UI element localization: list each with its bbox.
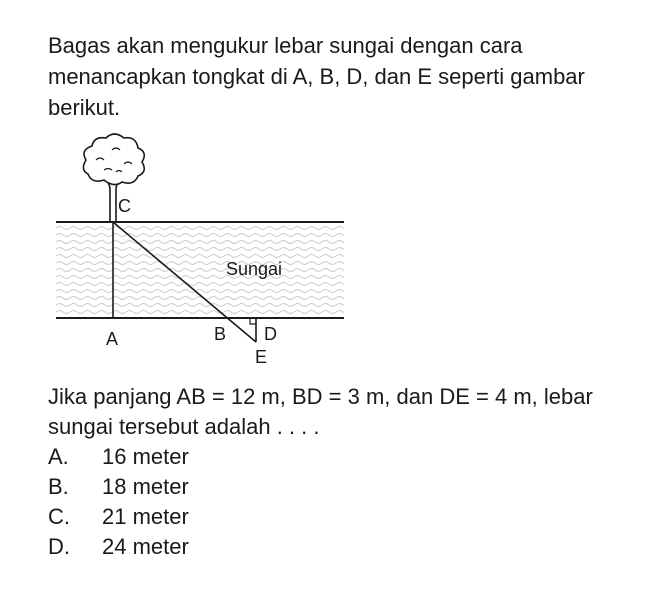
river-area [56, 222, 344, 318]
option-b[interactable] [48, 472, 189, 502]
label-D: D [264, 324, 277, 344]
option-text: 16 meter [102, 444, 189, 469]
option-text: 24 meter [102, 534, 189, 559]
option-d[interactable] [48, 532, 189, 562]
label-E: E [255, 347, 268, 367]
option-letter: B. [48, 474, 69, 499]
problem-question: Jika panjang AB = 12 m, BD = 3 m, dan DE = 4 m, lebar sungai tersebut adalah . . . . [48, 384, 593, 439]
option-a[interactable] [48, 442, 189, 472]
label-B: B [214, 324, 227, 344]
river-label: Sungai [226, 259, 283, 279]
option-c[interactable] [48, 502, 189, 532]
answer-options [48, 442, 189, 562]
option-letter: D. [48, 534, 70, 559]
label-C: C [118, 196, 131, 216]
label-A: A [106, 329, 119, 349]
river-diagram [0, 130, 648, 370]
option-letter: C. [48, 504, 70, 529]
tree-icon [83, 134, 144, 222]
option-text: 18 meter [102, 474, 189, 499]
option-text: 21 meter [102, 504, 189, 529]
option-letter: A. [48, 444, 69, 469]
problem-intro: Bagas akan mengukur lebar sungai dengan cara menancapkan tongkat di A, B, D, dan E seperti gambar berikut. [48, 33, 585, 120]
